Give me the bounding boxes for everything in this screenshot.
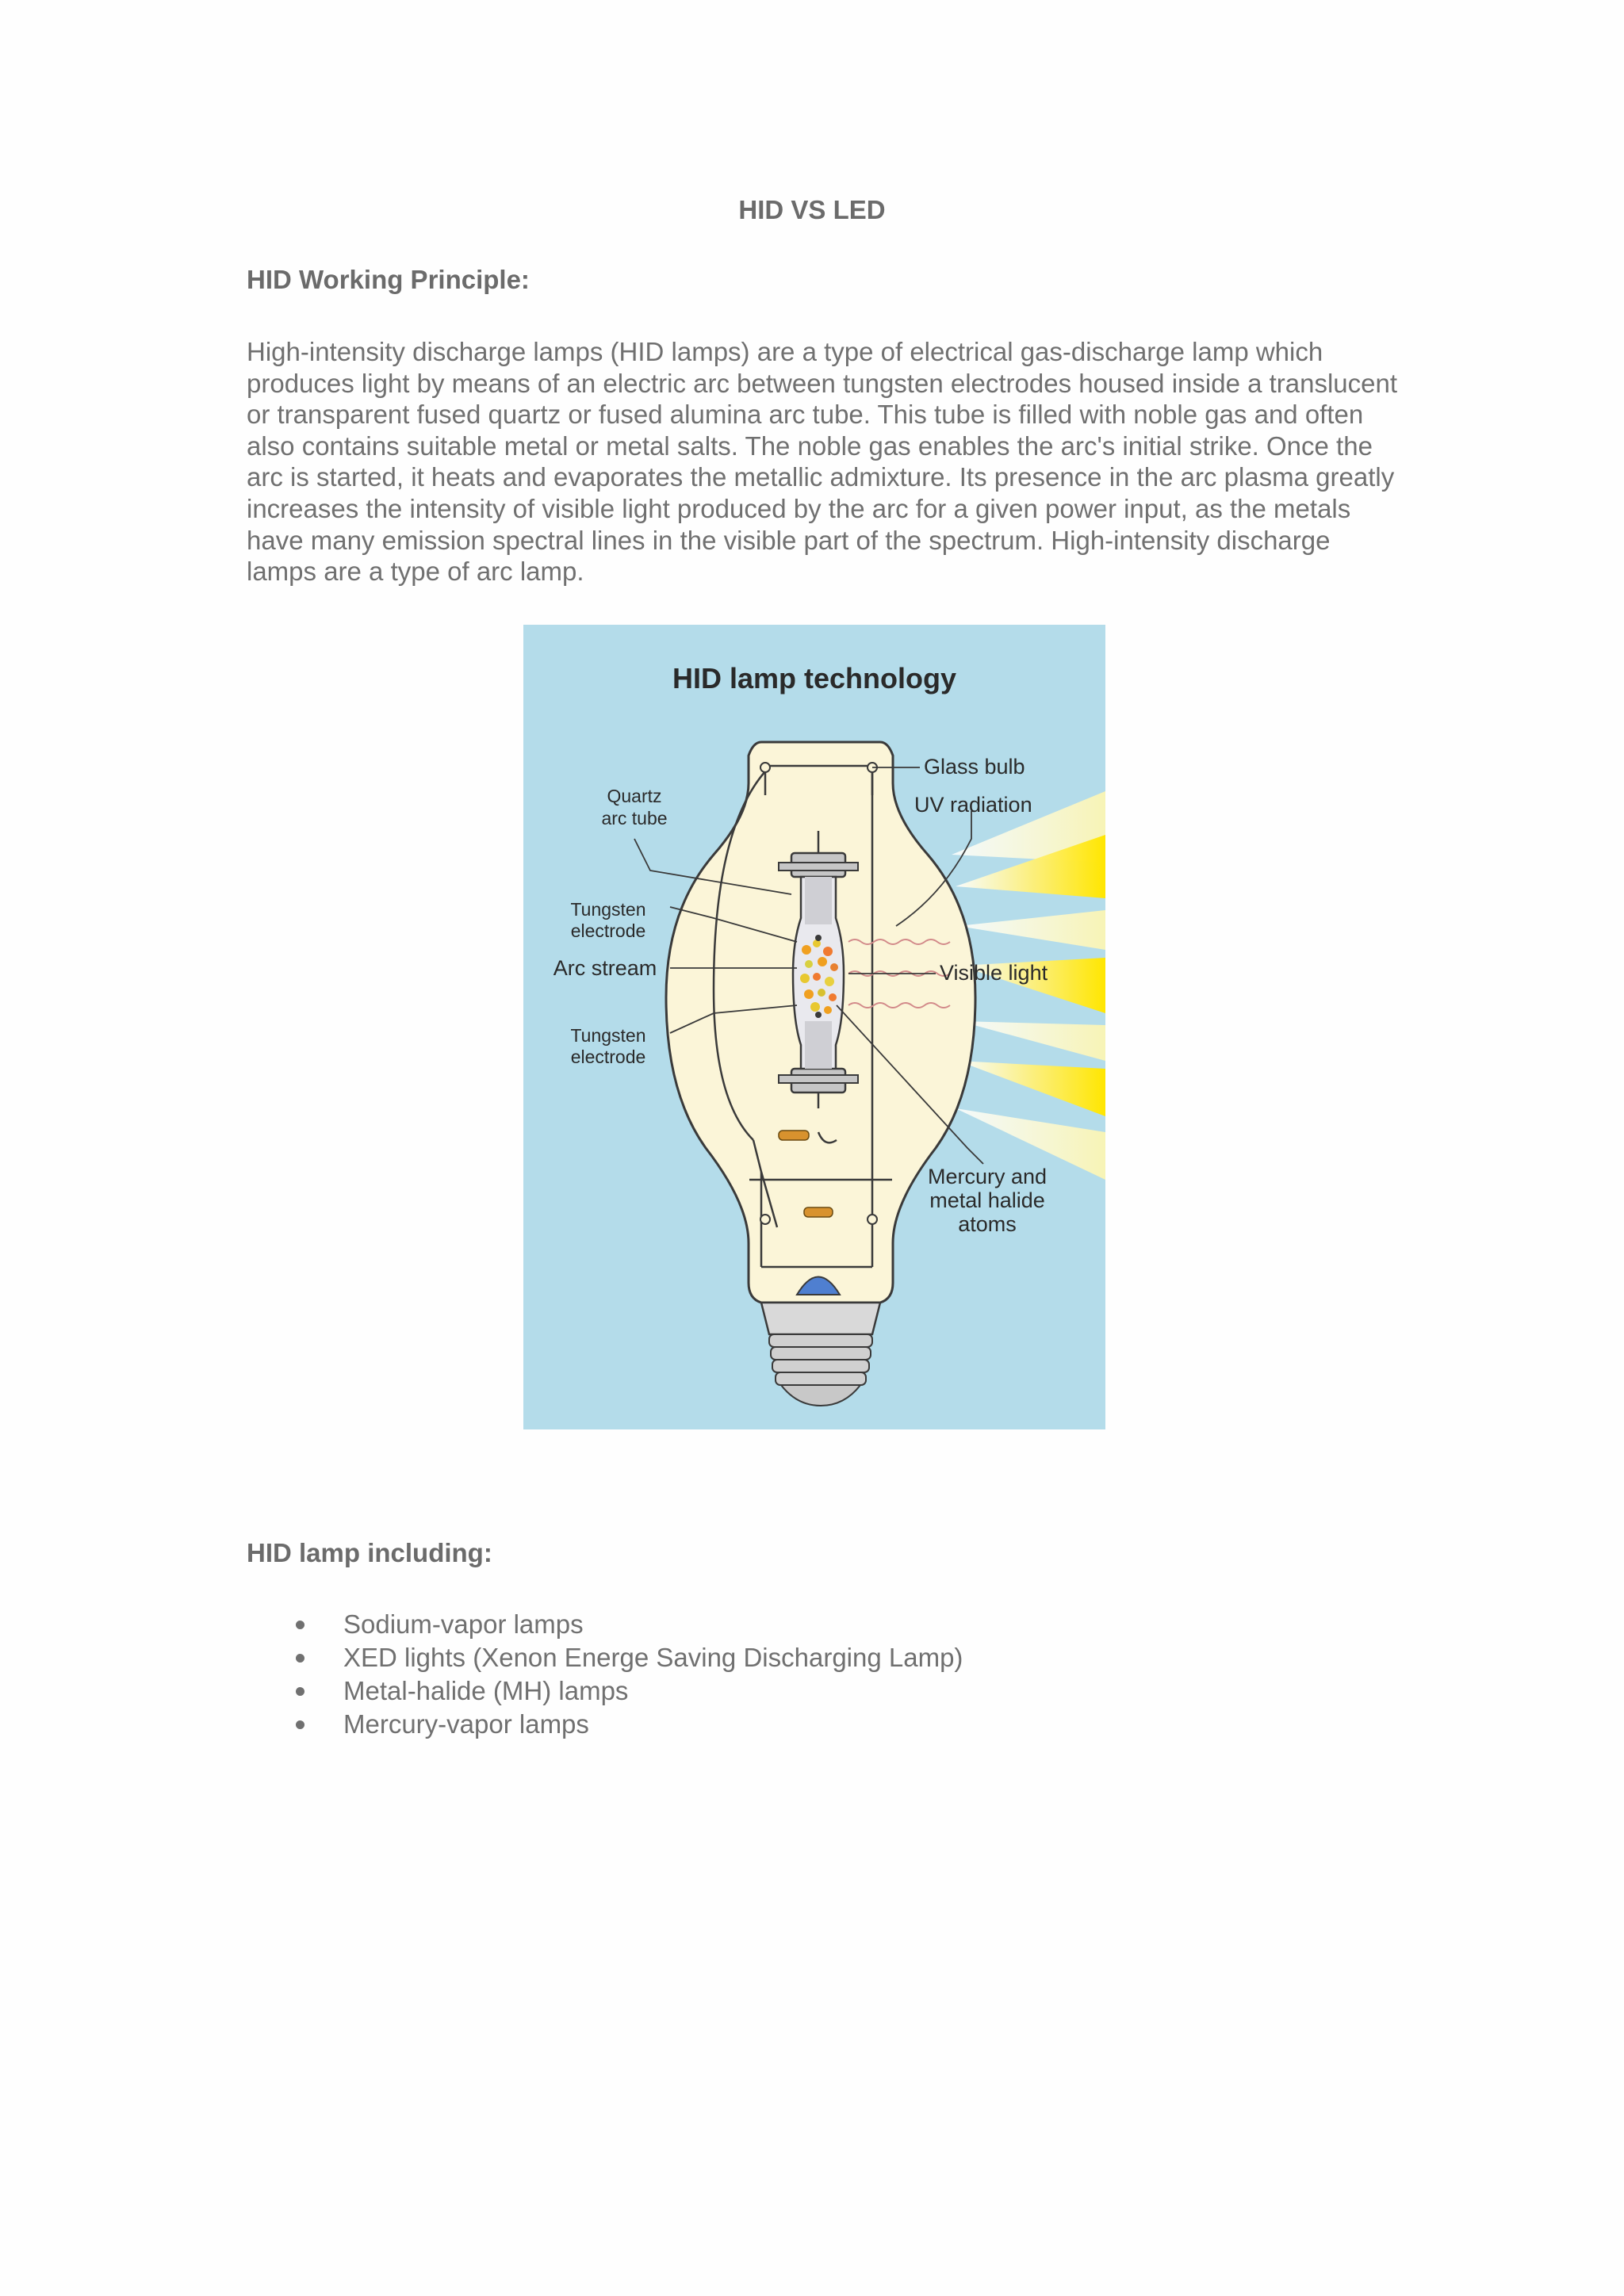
section-heading-working-principle: HID Working Principle: (247, 265, 530, 294)
label-tungsten-bottom-2: electrode (570, 1047, 646, 1067)
bullet-icon (296, 1621, 304, 1629)
bullet-icon (296, 1687, 304, 1696)
label-arc-stream: Arc stream (553, 956, 657, 980)
label-quartz-arc-tube-1: Quartz (607, 786, 662, 806)
figure-title: HID lamp technology (672, 662, 957, 695)
label-quartz-arc-tube-2: arc tube (601, 808, 668, 828)
list-item (247, 1708, 963, 1741)
working-principle-paragraph: High-intensity discharge lamps (HID lamps) are a type of electrical gas-discharge lamp which produces light by means of an electric arc between tungsten electrodes housed inside a translucent or transparent fused quartz or fused alumina arc tube. This tube is filled with noble gas and often also contains suitable metal or metal salts. The noble gas enables the arc's initial strike. Once the arc is started, it heats and evaporates the metallic admixture. Its presence in the arc plasma greatly increases the intensity of visible light produced by the arc for a given power input, as the metals have many emission spectral lines in the visible part of the spectrum. High-intensity discharge lamps are a type of arc lamp. (247, 337, 1398, 587)
list-item-text: XED lights (Xenon Energe Saving Discharging Lamp) (343, 1643, 963, 1672)
label-tungsten-bottom-1: Tungsten (570, 1025, 646, 1046)
label-tungsten-top-1: Tungsten (570, 899, 646, 920)
list-item-text: Mercury-vapor lamps (343, 1709, 589, 1739)
bullet-icon (296, 1654, 304, 1663)
document-title: HID VS LED (738, 195, 886, 224)
list-item-text: Sodium-vapor lamps (343, 1609, 584, 1639)
bullet-icon (296, 1720, 304, 1729)
section-heading-hid-lamp-including: HID lamp including: (247, 1538, 492, 1567)
hid-lamp-diagram (523, 625, 1105, 1429)
list-item (247, 1641, 963, 1674)
label-uv-radiation: UV radiation (914, 793, 1032, 817)
resistor-bottom (804, 1207, 833, 1217)
hid-lamp-types-list (247, 1608, 963, 1741)
label-mercury-3: atoms (958, 1212, 1017, 1236)
label-mercury-1: Mercury and (927, 1165, 1048, 1188)
label-mercury-2: metal halide (929, 1188, 1045, 1212)
list-item (247, 1674, 963, 1708)
label-glass-bulb: Glass bulb (924, 755, 1025, 779)
list-item-text: Metal-halide (MH) lamps (343, 1676, 629, 1705)
list-item (247, 1608, 963, 1641)
label-tungsten-top-2: electrode (570, 920, 646, 941)
resistor-top (779, 1131, 809, 1140)
label-visible-light: Visible light (940, 961, 1048, 985)
